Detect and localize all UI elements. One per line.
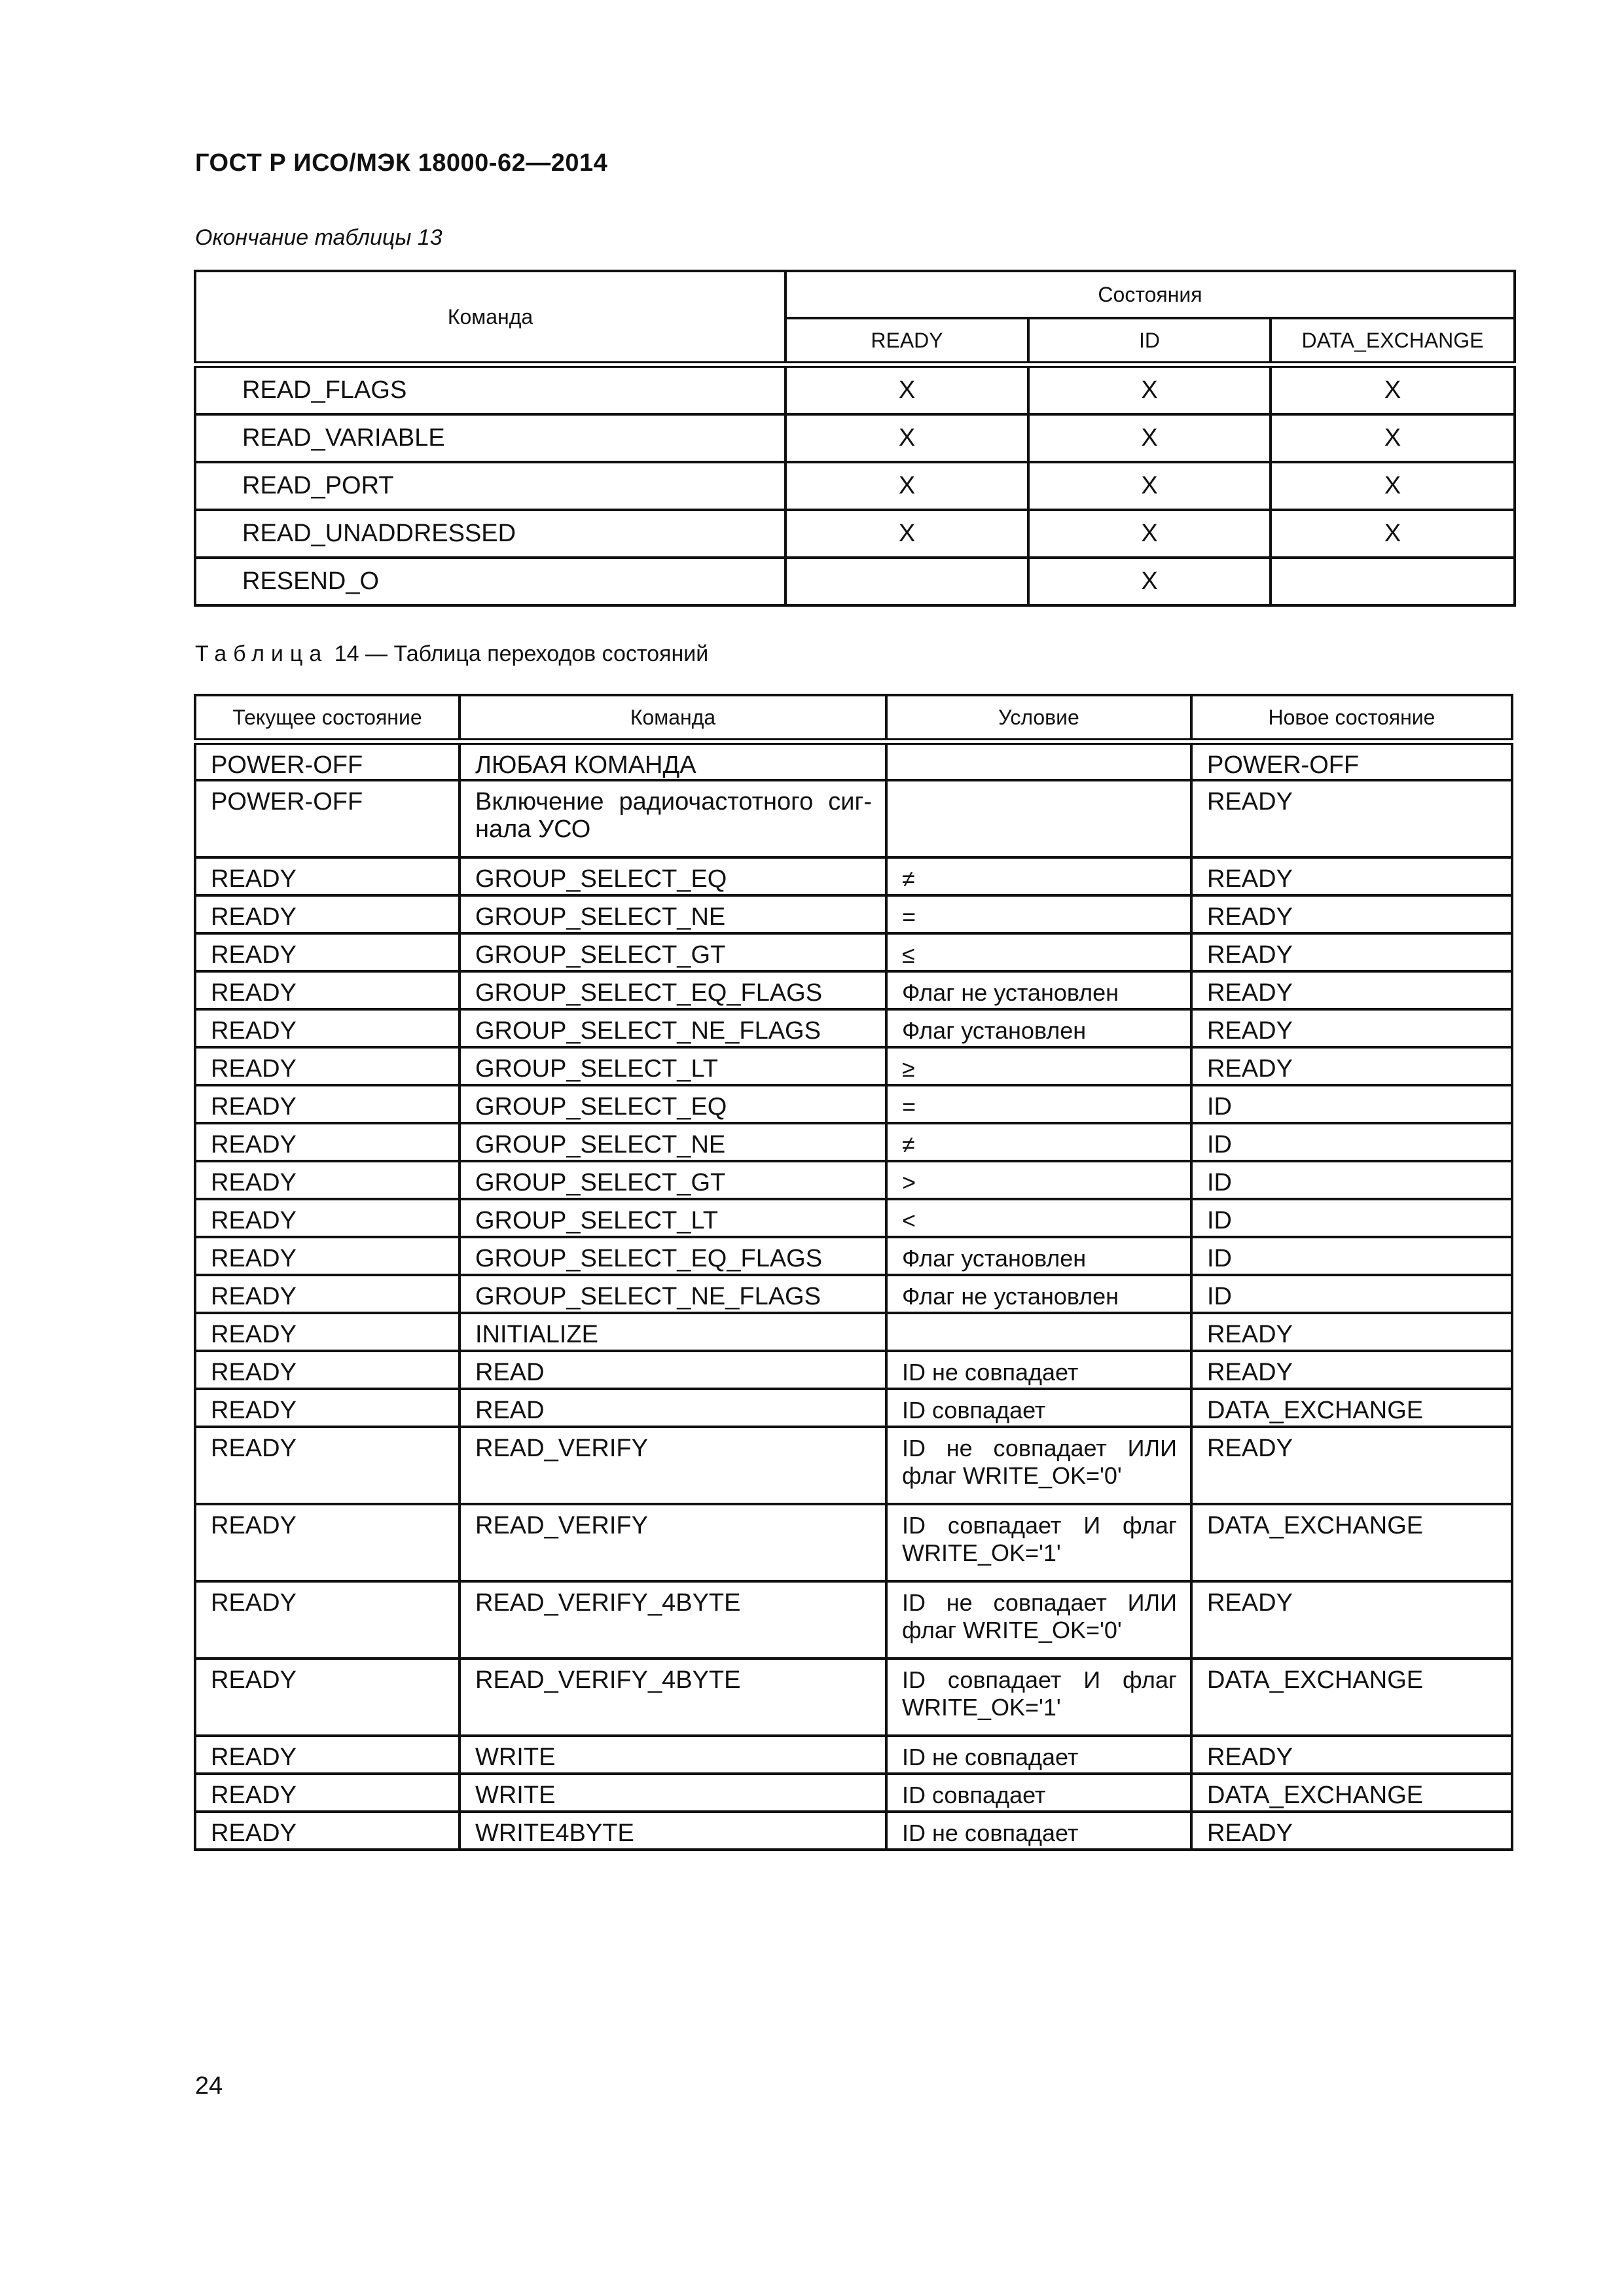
data-exchange-mark-cell: X — [1271, 365, 1515, 414]
table-row — [195, 742, 1512, 780]
table-row — [195, 558, 1515, 605]
table-row — [195, 1047, 1512, 1085]
condition-cell: ID совпадает — [886, 1774, 1191, 1812]
new-state-cell: ID — [1191, 1237, 1512, 1275]
current-state-cell: READY — [195, 1504, 460, 1581]
id-mark-cell: X — [1028, 510, 1271, 558]
new-state-cell: READY — [1191, 1047, 1512, 1085]
command-cell: GROUP_SELECT_EQ_FLAGS — [460, 1237, 886, 1275]
table-row — [195, 1313, 1512, 1351]
new-state-cell: READY — [1191, 1581, 1512, 1659]
new-state-cell: DATA_EXCHANGE — [1191, 1504, 1512, 1581]
condition-cell: ID не совпадает ИЛИ флаг WRITE_OK='0' — [886, 1427, 1191, 1504]
current-state-cell: POWER-OFF — [195, 780, 460, 857]
table-row — [195, 1504, 1512, 1581]
current-state-cell: READY — [195, 1389, 460, 1427]
table-row — [195, 365, 1515, 414]
table-row — [195, 1389, 1512, 1427]
ready-mark-cell: X — [785, 365, 1028, 414]
ready-mark-cell: X — [785, 462, 1028, 510]
command-cell: GROUP_SELECT_EQ — [460, 1085, 886, 1123]
new-state-cell: ID — [1191, 1275, 1512, 1313]
command-cell: GROUP_SELECT_LT — [460, 1047, 886, 1085]
data-exchange-mark-cell: X — [1271, 462, 1515, 510]
condition-cell — [886, 780, 1191, 857]
current-state-cell: READY — [195, 1047, 460, 1085]
current-state-cell: READY — [195, 1275, 460, 1313]
current-state-cell: READY — [195, 1581, 460, 1659]
condition-cell — [886, 742, 1191, 780]
current-state-cell: READY — [195, 971, 460, 1009]
table-row — [195, 1812, 1512, 1850]
table-13 — [194, 270, 1516, 607]
current-state-cell: READY — [195, 857, 460, 895]
command-cell: GROUP_SELECT_NE — [460, 1123, 886, 1161]
table-row — [195, 1237, 1512, 1275]
table-row — [195, 462, 1515, 510]
command-cell: READ — [460, 1351, 886, 1389]
column-header-id: ID — [1028, 318, 1271, 365]
column-header-condition: Условие — [886, 695, 1191, 742]
condition-cell: Флаг установлен — [886, 1009, 1191, 1047]
current-state-cell: READY — [195, 1774, 460, 1812]
table-row — [195, 1199, 1512, 1237]
ready-mark-cell: X — [785, 510, 1028, 558]
new-state-cell: DATA_EXCHANGE — [1191, 1389, 1512, 1427]
current-state-cell: READY — [195, 1659, 460, 1736]
command-cell: Включение радиочастотного сиг-нала УСО — [460, 780, 886, 857]
command-cell: WRITE — [460, 1774, 886, 1812]
table-row — [195, 1427, 1512, 1504]
condition-cell: ID не совпадает ИЛИ флаг WRITE_OK='0' — [886, 1581, 1191, 1659]
new-state-cell: READY — [1191, 1009, 1512, 1047]
new-state-cell: READY — [1191, 1313, 1512, 1351]
command-cell: WRITE4BYTE — [460, 1812, 886, 1850]
condition-cell: ID не совпадает — [886, 1812, 1191, 1850]
current-state-cell: READY — [195, 1237, 460, 1275]
table-row — [195, 1009, 1512, 1047]
new-state-cell: READY — [1191, 1812, 1512, 1850]
data-exchange-mark-cell — [1271, 558, 1515, 605]
command-cell: GROUP_SELECT_EQ_FLAGS — [460, 971, 886, 1009]
current-state-cell: READY — [195, 933, 460, 971]
table-row — [195, 933, 1512, 971]
command-cell: READ_VERIFY_4BYTE — [460, 1659, 886, 1736]
table-row — [195, 971, 1512, 1009]
id-mark-cell: X — [1028, 414, 1271, 462]
id-mark-cell: X — [1028, 462, 1271, 510]
table-row — [195, 1085, 1512, 1123]
new-state-cell: ID — [1191, 1085, 1512, 1123]
table-row — [195, 414, 1515, 462]
table-13-continuation-caption: Окончание таблицы 13 — [195, 225, 442, 250]
new-state-cell: DATA_EXCHANGE — [1191, 1774, 1512, 1812]
table-row — [195, 895, 1512, 933]
new-state-cell: READY — [1191, 933, 1512, 971]
table-row — [195, 1275, 1512, 1313]
condition-cell — [886, 1313, 1191, 1351]
condition-cell: Флаг не установлен — [886, 1275, 1191, 1313]
new-state-cell: READY — [1191, 971, 1512, 1009]
current-state-cell: READY — [195, 1812, 460, 1850]
ready-mark-cell: X — [785, 414, 1028, 462]
command-cell: GROUP_SELECT_LT — [460, 1199, 886, 1237]
column-header-new-state: Новое состояние — [1191, 695, 1512, 742]
command-cell: RESEND_O — [195, 558, 785, 605]
command-cell: GROUP_SELECT_NE_FLAGS — [460, 1275, 886, 1313]
condition-cell: ≤ — [886, 933, 1191, 971]
command-cell: GROUP_SELECT_GT — [460, 1161, 886, 1199]
new-state-cell: POWER-OFF — [1191, 742, 1512, 780]
condition-cell: = — [886, 1085, 1191, 1123]
table-row — [195, 510, 1515, 558]
table-row — [195, 1161, 1512, 1199]
current-state-cell: READY — [195, 1161, 460, 1199]
column-header-data-exchange: DATA_EXCHANGE — [1271, 318, 1515, 365]
command-cell: READ — [460, 1389, 886, 1427]
condition-cell: Флаг не установлен — [886, 971, 1191, 1009]
table-row — [195, 1351, 1512, 1389]
new-state-cell: READY — [1191, 1351, 1512, 1389]
new-state-cell: READY — [1191, 780, 1512, 857]
ready-mark-cell — [785, 558, 1028, 605]
column-header-current-state: Текущее состояние — [195, 695, 460, 742]
condition-cell: ≠ — [886, 857, 1191, 895]
condition-cell: ID совпадает И флаг WRITE_OK='1' — [886, 1659, 1191, 1736]
command-cell: READ_PORT — [195, 462, 785, 510]
column-header-command: Команда — [195, 271, 785, 365]
new-state-cell: READY — [1191, 1427, 1512, 1504]
table-row — [195, 1659, 1512, 1736]
id-mark-cell: X — [1028, 558, 1271, 605]
current-state-cell: READY — [195, 1199, 460, 1237]
condition-cell: Флаг установлен — [886, 1237, 1191, 1275]
command-cell: GROUP_SELECT_NE — [460, 895, 886, 933]
column-header-ready: READY — [785, 318, 1028, 365]
command-cell: READ_VERIFY — [460, 1504, 886, 1581]
current-state-cell: READY — [195, 895, 460, 933]
new-state-cell: READY — [1191, 895, 1512, 933]
condition-cell: ID совпадает И флаг WRITE_OK='1' — [886, 1504, 1191, 1581]
table-row — [195, 1736, 1512, 1774]
command-cell: INITIALIZE — [460, 1313, 886, 1351]
page-number: 24 — [195, 2072, 223, 2100]
condition-cell: ID не совпадает — [886, 1351, 1191, 1389]
new-state-cell: ID — [1191, 1199, 1512, 1237]
command-cell: READ_VERIFY_4BYTE — [460, 1581, 886, 1659]
new-state-cell: READY — [1191, 1736, 1512, 1774]
current-state-cell: READY — [195, 1351, 460, 1389]
command-cell: READ_FLAGS — [195, 365, 785, 414]
command-cell: GROUP_SELECT_NE_FLAGS — [460, 1009, 886, 1047]
new-state-cell: DATA_EXCHANGE — [1191, 1659, 1512, 1736]
table-14-caption — [195, 641, 708, 667]
table-row — [195, 1581, 1512, 1659]
data-exchange-mark-cell: X — [1271, 414, 1515, 462]
command-cell: GROUP_SELECT_EQ — [460, 857, 886, 895]
condition-cell: ID не совпадает — [886, 1736, 1191, 1774]
condition-cell: ≠ — [886, 1123, 1191, 1161]
condition-cell: < — [886, 1199, 1191, 1237]
new-state-cell: ID — [1191, 1161, 1512, 1199]
column-header-command: Команда — [460, 695, 886, 742]
table-14-caption-title: 14 — Таблица переходов состояний — [328, 641, 709, 666]
table-row — [195, 857, 1512, 895]
column-header-states: Состояния — [785, 271, 1515, 318]
command-cell: GROUP_SELECT_GT — [460, 933, 886, 971]
table-row — [195, 780, 1512, 857]
table-row — [195, 1774, 1512, 1812]
table-14 — [194, 694, 1513, 1851]
condition-cell: ID совпадает — [886, 1389, 1191, 1427]
data-exchange-mark-cell: X — [1271, 510, 1515, 558]
condition-cell: > — [886, 1161, 1191, 1199]
current-state-cell: READY — [195, 1736, 460, 1774]
table-row — [195, 1123, 1512, 1161]
current-state-cell: READY — [195, 1123, 460, 1161]
current-state-cell: POWER-OFF — [195, 742, 460, 780]
current-state-cell: READY — [195, 1427, 460, 1504]
current-state-cell: READY — [195, 1313, 460, 1351]
new-state-cell: ID — [1191, 1123, 1512, 1161]
new-state-cell: READY — [1191, 857, 1512, 895]
command-cell: READ_VARIABLE — [195, 414, 785, 462]
current-state-cell: READY — [195, 1085, 460, 1123]
table-14-caption-label: Таблица — [195, 641, 329, 666]
document-title: ГОСТ Р ИСО/МЭК 18000-62—2014 — [195, 149, 608, 177]
command-cell: READ_VERIFY — [460, 1427, 886, 1504]
command-cell: WRITE — [460, 1736, 886, 1774]
command-cell: ЛЮБАЯ КОМАНДА — [460, 742, 886, 780]
id-mark-cell: X — [1028, 365, 1271, 414]
command-cell: READ_UNADDRESSED — [195, 510, 785, 558]
condition-cell: = — [886, 895, 1191, 933]
condition-cell: ≥ — [886, 1047, 1191, 1085]
current-state-cell: READY — [195, 1009, 460, 1047]
